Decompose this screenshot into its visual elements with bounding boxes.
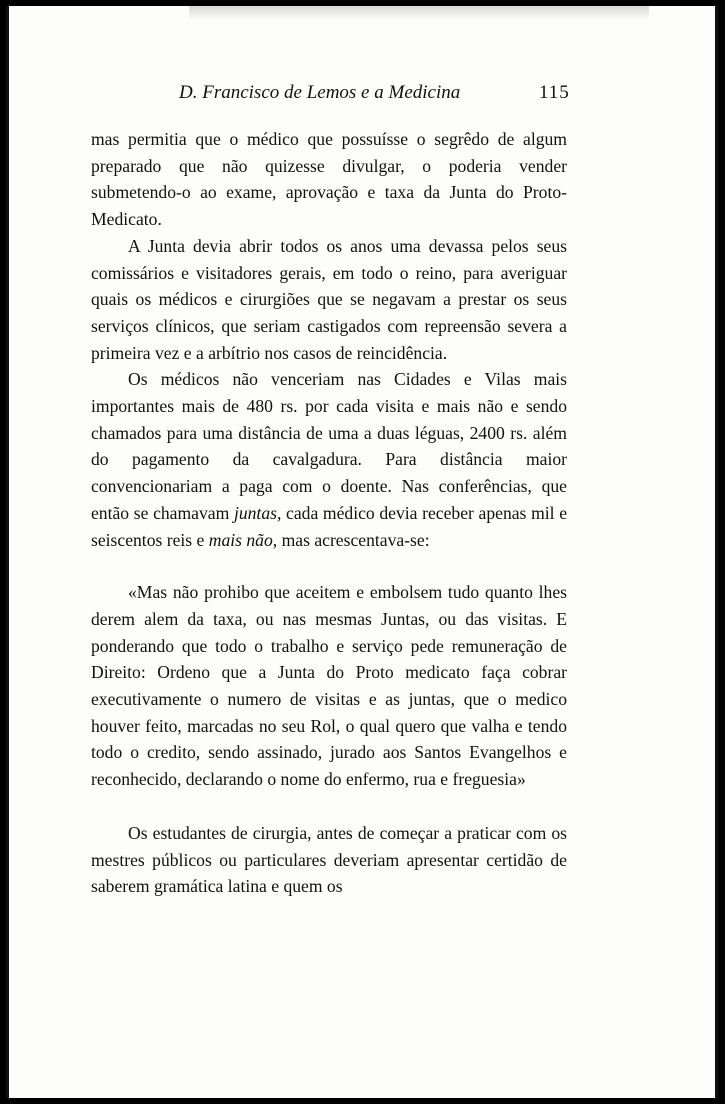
paragraph-3-part-c: mas acrescentava-se: <box>277 529 430 550</box>
running-title: D. Francisco de Lemos e a Medicina <box>179 82 461 103</box>
paragraph-3 <box>91 366 567 553</box>
scanned-page <box>6 6 718 1098</box>
scan-edge-shadow <box>189 6 649 20</box>
paragraph-1: mas permitia que o médico que possuísse o segrêdo de algum preparado que não quizesse divulgar, o poderia vender submetendo-o ao exame, aprovação e taxa da Junta do Proto-Medicato. <box>91 129 567 230</box>
italic-mais-nao: mais não, <box>208 529 278 550</box>
paragraph-3-part-a: Os médicos não venceriam nas Cidades e Vilas mais importantes mais de 480 rs. por cada visita e mais não e sendo chamados para uma distância de uma a duas léguas, 2400 rs. além do pagamento da cavalgadura. Para distância maior convencionariam a paga com o doente. Nas conferências, que então se chamavam <box>91 369 567 523</box>
page-number: 115 <box>539 82 570 103</box>
italic-juntas: juntas, <box>233 502 282 523</box>
block-quote: «Mas não prohibo que aceitem e embolsem tudo quanto lhes derem alem da taxa, ou nas mesmas Juntas, ou das visitas. E ponderando que todo o trabalho e serviço pede remuneração de Direito: Ordeno que a Junta do Proto medicato faça cobrar executivamente o numero de visitas e as juntas, que o medico houver feito, marcadas no seu Rol, o qual quero que valha e tendo todo o credito, sendo assinado, jurado aos Santos Evangelhos e reconhecido, declarando o nome do enfermo, rua e freguesia» <box>91 582 567 790</box>
paragraph-3-part-b: cada médico devia receber apenas mil e seiscentos reis e <box>91 502 567 550</box>
paragraph-4: Os estudantes de cirurgia, antes de começar a praticar com os mestres públicos ou particulares deveriam apresentar certidão de saberem gramática latina e quem os <box>91 822 567 897</box>
body-text <box>91 126 567 900</box>
paragraph-2: A Junta devia abrir todos os anos uma devassa pelos seus comissários e visitadores gerais, em todo o reino, para averiguar quais os médicos e cirurgiões que se negavam a prestar os seus serviços clínicos, que seriam castigados com repreensão severa a primeira vez e a arbítrio nos casos de reincidência. <box>91 235 567 363</box>
